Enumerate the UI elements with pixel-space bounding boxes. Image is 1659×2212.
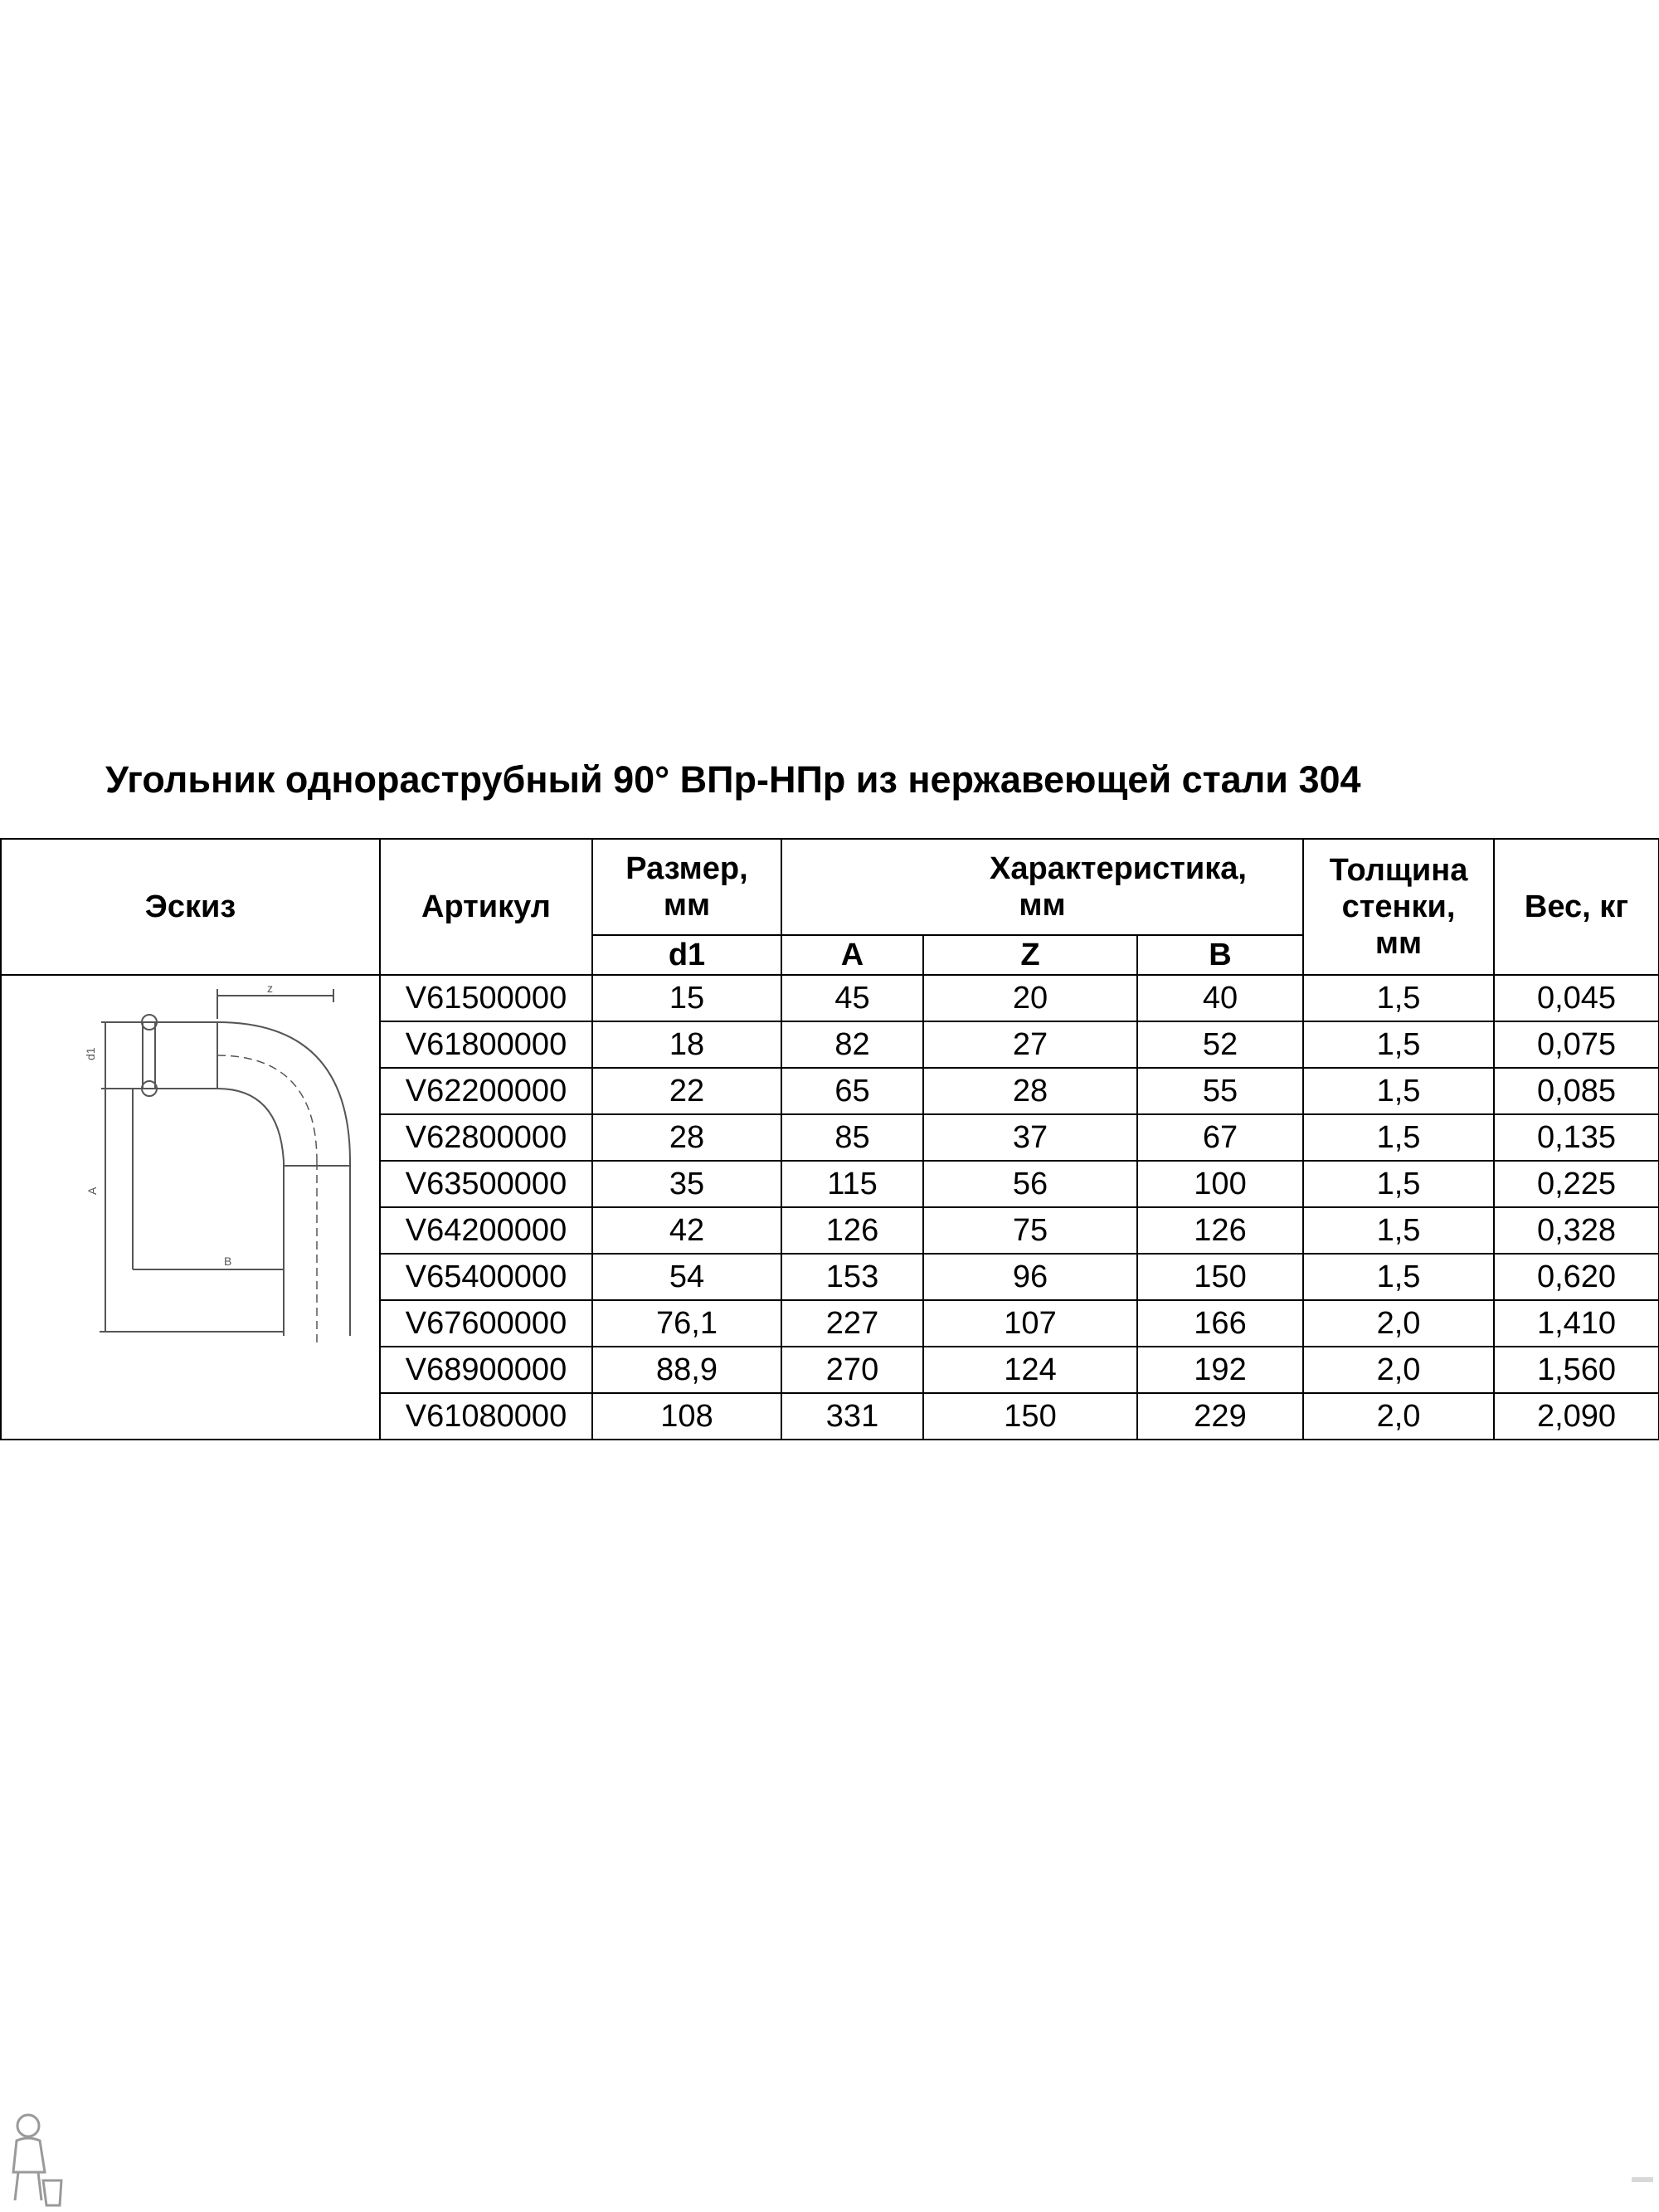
cell-z: 56: [923, 1161, 1137, 1207]
header-article: Артикул: [380, 839, 592, 975]
cell-wall: 1,5: [1303, 1021, 1494, 1068]
document-title: Угольник однораструбный 90° ВПр-НПр из нержавеющей стали 304: [105, 758, 1361, 801]
cell-wall: 1,5: [1303, 1114, 1494, 1161]
cell-z: 75: [923, 1207, 1137, 1254]
cell-b: 52: [1137, 1021, 1303, 1068]
cell-a: 45: [781, 975, 923, 1021]
cell-d1: 15: [592, 975, 781, 1021]
cell-z: 27: [923, 1021, 1137, 1068]
cell-article: V61080000: [380, 1393, 592, 1440]
cell-wall: 1,5: [1303, 1068, 1494, 1114]
header-d1: d1: [592, 935, 781, 975]
cell-b: 40: [1137, 975, 1303, 1021]
elbow-sketch-drawing: [2, 979, 379, 1435]
cell-b: 126: [1137, 1207, 1303, 1254]
cell-a: 153: [781, 1254, 923, 1300]
cell-b: 100: [1137, 1161, 1303, 1207]
cell-weight: 0,620: [1494, 1254, 1659, 1300]
cell-z: 28: [923, 1068, 1137, 1114]
cell-wall: 2,0: [1303, 1300, 1494, 1347]
cell-b: 150: [1137, 1254, 1303, 1300]
sketch-label-d1: d1: [84, 1047, 97, 1060]
cell-z: 37: [923, 1114, 1137, 1161]
header-b: B: [1137, 935, 1303, 975]
cell-d1: 35: [592, 1161, 781, 1207]
cell-article: V61500000: [380, 975, 592, 1021]
cell-a: 331: [781, 1393, 923, 1440]
cell-wall: 1,5: [1303, 1207, 1494, 1254]
header-weight: Вес, кг: [1494, 839, 1659, 975]
table-row: [1, 975, 1659, 1021]
cell-a: 227: [781, 1300, 923, 1347]
sketch-cell: [1, 975, 380, 1440]
cell-z: 96: [923, 1254, 1137, 1300]
plumber-mascot-icon: [0, 2107, 66, 2212]
cell-weight: 0,225: [1494, 1161, 1659, 1207]
cell-z: 20: [923, 975, 1137, 1021]
cell-a: 82: [781, 1021, 923, 1068]
cell-article: V61800000: [380, 1021, 592, 1068]
cell-weight: 2,090: [1494, 1393, 1659, 1440]
cell-wall: 1,5: [1303, 1161, 1494, 1207]
cell-d1: 42: [592, 1207, 781, 1254]
cell-wall: 1,5: [1303, 975, 1494, 1021]
header-characteristics: Характеристика, мм: [781, 839, 1303, 935]
header-a: A: [781, 935, 923, 975]
socket-body: [143, 1022, 217, 1089]
cell-a: 126: [781, 1207, 923, 1254]
cell-article: V63500000: [380, 1161, 592, 1207]
cell-article: V67600000: [380, 1300, 592, 1347]
header-wall-thickness: Толщина стенки, мм: [1303, 839, 1494, 975]
cell-wall: 2,0: [1303, 1393, 1494, 1440]
cell-weight: 0,045: [1494, 975, 1659, 1021]
cell-weight: 0,135: [1494, 1114, 1659, 1161]
cell-a: 115: [781, 1161, 923, 1207]
cell-article: V68900000: [380, 1347, 592, 1393]
cell-d1: 88,9: [592, 1347, 781, 1393]
sketch-label-z: z: [267, 982, 273, 995]
cell-d1: 54: [592, 1254, 781, 1300]
cell-z: 150: [923, 1393, 1137, 1440]
header-sketch: Эскиз: [1, 839, 380, 975]
cell-article: V62200000: [380, 1068, 592, 1114]
cell-d1: 22: [592, 1068, 781, 1114]
cell-b: 55: [1137, 1068, 1303, 1114]
cell-weight: 1,560: [1494, 1347, 1659, 1393]
cell-d1: 76,1: [592, 1300, 781, 1347]
sketch-label-b: B: [224, 1255, 232, 1268]
cell-weight: 0,328: [1494, 1207, 1659, 1254]
cell-article: V65400000: [380, 1254, 592, 1300]
cell-a: 85: [781, 1114, 923, 1161]
header-z: Z: [923, 935, 1137, 975]
cell-b: 229: [1137, 1393, 1303, 1440]
cell-weight: 0,075: [1494, 1021, 1659, 1068]
spec-table: [0, 838, 1659, 1440]
cell-d1: 108: [592, 1393, 781, 1440]
cell-a: 270: [781, 1347, 923, 1393]
cell-d1: 18: [592, 1021, 781, 1068]
cell-d1: 28: [592, 1114, 781, 1161]
cell-a: 65: [781, 1068, 923, 1114]
cell-b: 192: [1137, 1347, 1303, 1393]
cell-b: 166: [1137, 1300, 1303, 1347]
header-row-1: [1, 839, 1659, 935]
cell-article: V64200000: [380, 1207, 592, 1254]
cell-weight: 0,085: [1494, 1068, 1659, 1114]
cell-wall: 2,0: [1303, 1347, 1494, 1393]
cell-wall: 1,5: [1303, 1254, 1494, 1300]
sketch-label-a: A: [85, 1186, 99, 1195]
cell-weight: 1,410: [1494, 1300, 1659, 1347]
cell-z: 107: [923, 1300, 1137, 1347]
cell-article: V62800000: [380, 1114, 592, 1161]
bend-inner: [217, 1089, 284, 1336]
cell-z: 124: [923, 1347, 1137, 1393]
watermark-mark: [1630, 2174, 1655, 2185]
cell-b: 67: [1137, 1114, 1303, 1161]
header-size: Размер, мм: [592, 839, 781, 935]
